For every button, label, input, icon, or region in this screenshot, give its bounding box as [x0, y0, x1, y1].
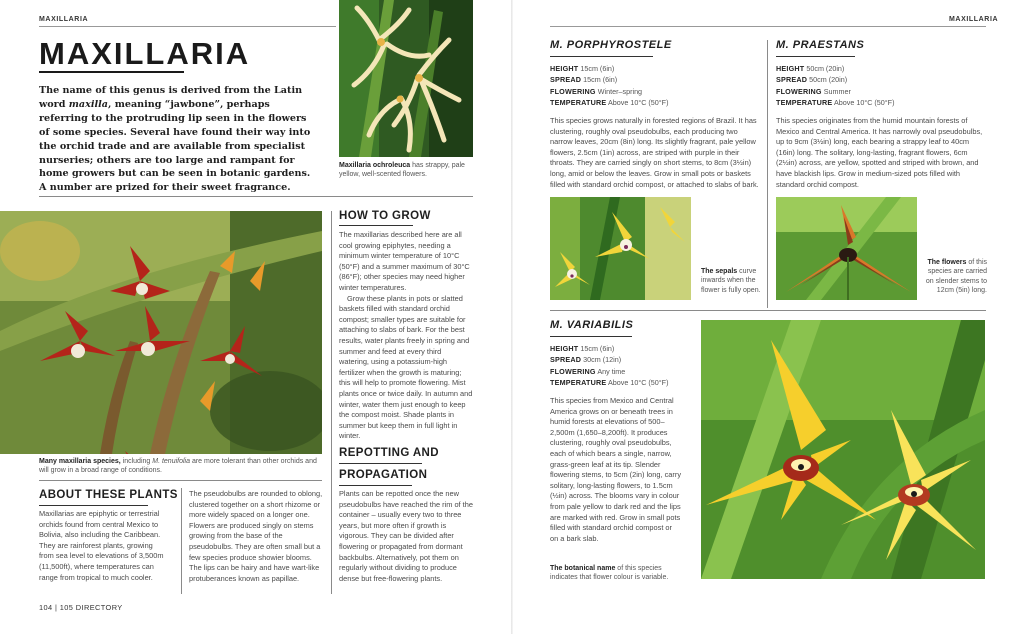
fact-value: 30cm (12in) [583, 355, 622, 365]
column-rule-right [767, 40, 768, 308]
caption-praestans-flowers [925, 258, 987, 295]
how-to-grow-text [339, 230, 473, 442]
fact-spread [550, 354, 690, 365]
fact-label: TEMPERATURE [550, 97, 607, 107]
heading-m-praestans: M. PRAESTANS [776, 39, 865, 51]
intro-text-end: , meaning “jawbone”, perhaps referring to the protruding lip seen in the flowers of some species. Several have found their way into the orchid trade and are available from specialist nurseries; others are too large and rampant for home growers but can be seen in botanic gardens. A number are prized for their sweet fragrance. [39, 98, 311, 194]
caption-tenuifolia-text-a: including [120, 458, 153, 465]
fact-spread [776, 74, 986, 85]
fact-label: SPREAD [776, 75, 808, 85]
divider-intro [39, 196, 473, 197]
fact-value: 15cm (6in) [583, 75, 618, 85]
praestans-text: This species originates from the humid mountain forests of Mexico and Central America. It has narrowly oval pseudobulbs, up to 9cm (3½in) long, each bearing a strappy leaf to 40cm (16in) long. The solitary, long-lasting, fragrant flowers, 6cm (2½in) across, are yellow, spotted and striped with brown, and have blackish lips. Grow in medium-sized pots filled with standard orchid compost. [776, 116, 983, 189]
caption-sepals [701, 267, 763, 295]
caption-ochroleuca [339, 161, 473, 180]
caption-variabilis [550, 564, 682, 583]
about-column-1: Maxillarias are epiphytic or terrestrial orchids found from central Mexico to Bolivia, also including the Caribbean. They are rainforest plants, growing from sea level to elevations of 3,500m (11,500ft), where temperatures can range from tropical to much cooler. [39, 509, 164, 582]
heading-repotting-underline-1 [339, 463, 422, 464]
caption-sepals-bold: The sepals [701, 268, 738, 275]
fact-spread [550, 74, 760, 85]
fact-flowering [776, 86, 986, 97]
heading-how-to-grow-underline [339, 225, 413, 226]
heading-repotting-line-2: PROPAGATION [339, 469, 428, 481]
caption-praestans-text: of this species are carried on slender stems to 12cm (5in) long. [925, 259, 987, 294]
column-rule-about [181, 488, 182, 594]
facts-variabilis [550, 343, 690, 388]
intro-latin-word: maxilla [68, 98, 109, 110]
porphyrostele-text: This species grows naturally in forested regions of Brazil. It has clustering, roughly oval pseudobulbs, each producing two narrow leaves, 20cm (8in) long. Its slightly fragrant, pale yellow flowers, 2.5cm (1in) across, are striped with purple in their throats. They are carried singly on short stems, to 8cm (3½in) long, amid or below the leaves. Grow in small pots or baskets filled with standard orchid compost, or attached to slabs of bark. [550, 116, 759, 189]
variabilis-text: This species from Mexico and Central America grows on or beneath trees in humid forests at elevations of 500–2,500m (1,650–8,200ft). It produces clustering, roughly oval pseudobulbs, each of which bears a single, narrow, grass-green leaf at its tip. Slender flowering stems, to 5cm (2in) long, carry solitary, long-lasting flowers, to 1.5cm (½in) across. The blooms vary in colour from pale yellow to dark red and the lips are marked with red. Grow in small pots filled with standard orchid compost or on a bark slab. [550, 396, 682, 543]
photo-maxillaria-praestans [776, 197, 917, 300]
fact-label: FLOWERING [550, 86, 596, 96]
fact-value: 50cm (20in) [806, 64, 845, 73]
fact-label: HEIGHT [776, 64, 805, 73]
heading-about-these-plants: ABOUT THESE PLANTS [39, 489, 178, 501]
fact-value: Above 10°C (50°F) [607, 377, 669, 387]
fact-value: 15cm (6in) [580, 344, 615, 353]
fact-label: HEIGHT [550, 64, 579, 73]
fact-label: HEIGHT [550, 344, 579, 353]
photo-maxillaria-porphyrostele [550, 197, 691, 300]
caption-praestans-bold: The flowers [927, 259, 967, 266]
heading-porphyrostele-underline [550, 56, 653, 57]
divider-variabilis [550, 310, 986, 311]
fact-value: Above 10°C (50°F) [607, 97, 669, 107]
heading-about-underline [39, 505, 148, 506]
fact-value: 15cm (6in) [580, 64, 615, 73]
fact-label: SPREAD [550, 75, 582, 85]
heading-m-variabilis: M. VARIABILIS [550, 319, 634, 331]
divider-about [39, 480, 322, 481]
caption-sepals-text: curve inwards when the flower is fully open. [701, 268, 761, 294]
heading-variabilis-underline [550, 336, 632, 337]
caption-ochroleuca-bold: Maxillaria ochroleuca [339, 162, 411, 169]
title-underline [39, 71, 184, 73]
fact-label: TEMPERATURE [776, 97, 833, 107]
column-rule-left [331, 211, 332, 594]
caption-tenuifolia-species: M. tenuifolia [152, 458, 190, 465]
fact-height [550, 343, 690, 354]
photo-maxillaria-ochroleuca [339, 0, 473, 157]
fact-height [550, 63, 760, 74]
page-spine [511, 0, 513, 634]
photo-maxillaria-tenuifolia [0, 211, 322, 454]
fact-label: SPREAD [550, 355, 582, 365]
running-rule-left [39, 26, 336, 27]
page-title: MAXILLARIA [39, 36, 251, 71]
running-rule-right [550, 26, 986, 27]
folio-section: DIRECTORY [75, 603, 123, 612]
heading-repotting-line-1: REPOTTING AND [339, 447, 439, 459]
caption-tenuifolia [39, 457, 322, 476]
caption-tenuifolia-text-b: are more tolerant than other orchids and will grow in a broad range of conditions. [39, 458, 317, 475]
caption-variabilis-text: of this species indicates that flower colour is variable. [550, 565, 669, 582]
fact-temperature [550, 377, 690, 388]
heading-praestans-underline [776, 56, 855, 57]
heading-how-to-grow: HOW TO GROW [339, 210, 431, 222]
fact-temperature [776, 97, 986, 108]
facts-praestans [776, 63, 986, 108]
folio [39, 603, 123, 612]
fact-label: FLOWERING [550, 366, 596, 376]
fact-temperature [550, 97, 760, 108]
running-head-right: MAXILLARIA [949, 16, 999, 23]
intro-paragraph [39, 84, 317, 195]
fact-value: 50cm (20in) [809, 75, 848, 85]
heading-m-porphyrostele: M. PORPHYROSTELE [550, 39, 672, 51]
fact-value: Summer [823, 86, 851, 96]
caption-variabilis-bold: The botanical name [550, 565, 616, 572]
running-head-left: MAXILLARIA [39, 16, 89, 23]
fact-height [776, 63, 986, 74]
fact-label: TEMPERATURE [550, 377, 607, 387]
fact-label: FLOWERING [776, 86, 822, 96]
heading-repotting-underline-2 [339, 485, 412, 486]
caption-ochroleuca-text: has strappy, pale yellow, well-scented flowers. [339, 162, 465, 179]
fact-flowering [550, 86, 760, 97]
caption-tenuifolia-bold: Many maxillaria species, [39, 458, 121, 465]
fact-value: Winter–spring [597, 86, 643, 96]
repotting-text: Plants can be repotted once the new pseudobulbs have reached the rim of the container – usually every two to three years, but more often if growth is vigorous. They can be divided after flowering or propagated from dormant backbulbs. Alternatively, pot them on regularly without dividing to produce dense but free-flowering plants. [339, 489, 473, 583]
how-to-grow-paragraph-1: The maxillarias described here are all cool growing epiphytes, needing a minimum winter temperature of 10°C (50°F) and a summer maximum of 30°C (86°F); other species may need higher winter temperatures. [339, 230, 470, 292]
about-column-2: The pseudobulbs are rounded to oblong, clustered together on a short rhizome or more widely spaced on a longer one. Flowers are produced singly on stems growing from the base of the pseudobulbs. They are often small but a few species produce showier blooms. The lips can be hairy and have wart-like protuberances known as papillae. [189, 489, 323, 583]
how-to-grow-paragraph-2: Grow these plants in pots or slatted baskets filled with standard orchid compost; smaller types are suitable for attaching to slabs of bark. For the best results, water plants freely in spring and summer and feed at every third watering, using a potassium-high fertilizer when the growth is maturing; this will help to promote flowering. Mist plants once or twice daily. In autumn and winter, water them just enough to keep the compost moist. Shade plants in summer but keep them in full light in winter. [339, 293, 473, 441]
photo-maxillaria-variabilis [701, 320, 985, 579]
heading-repotting [339, 445, 439, 483]
folio-page-numbers: 104 | 105 [39, 603, 74, 612]
fact-value: Above 10°C (50°F) [833, 97, 895, 107]
fact-flowering [550, 366, 690, 377]
facts-porphyrostele [550, 63, 760, 108]
intro-text-start: The name of this genus is derived from the Latin word [39, 85, 303, 110]
fact-value: Any time [597, 366, 626, 376]
